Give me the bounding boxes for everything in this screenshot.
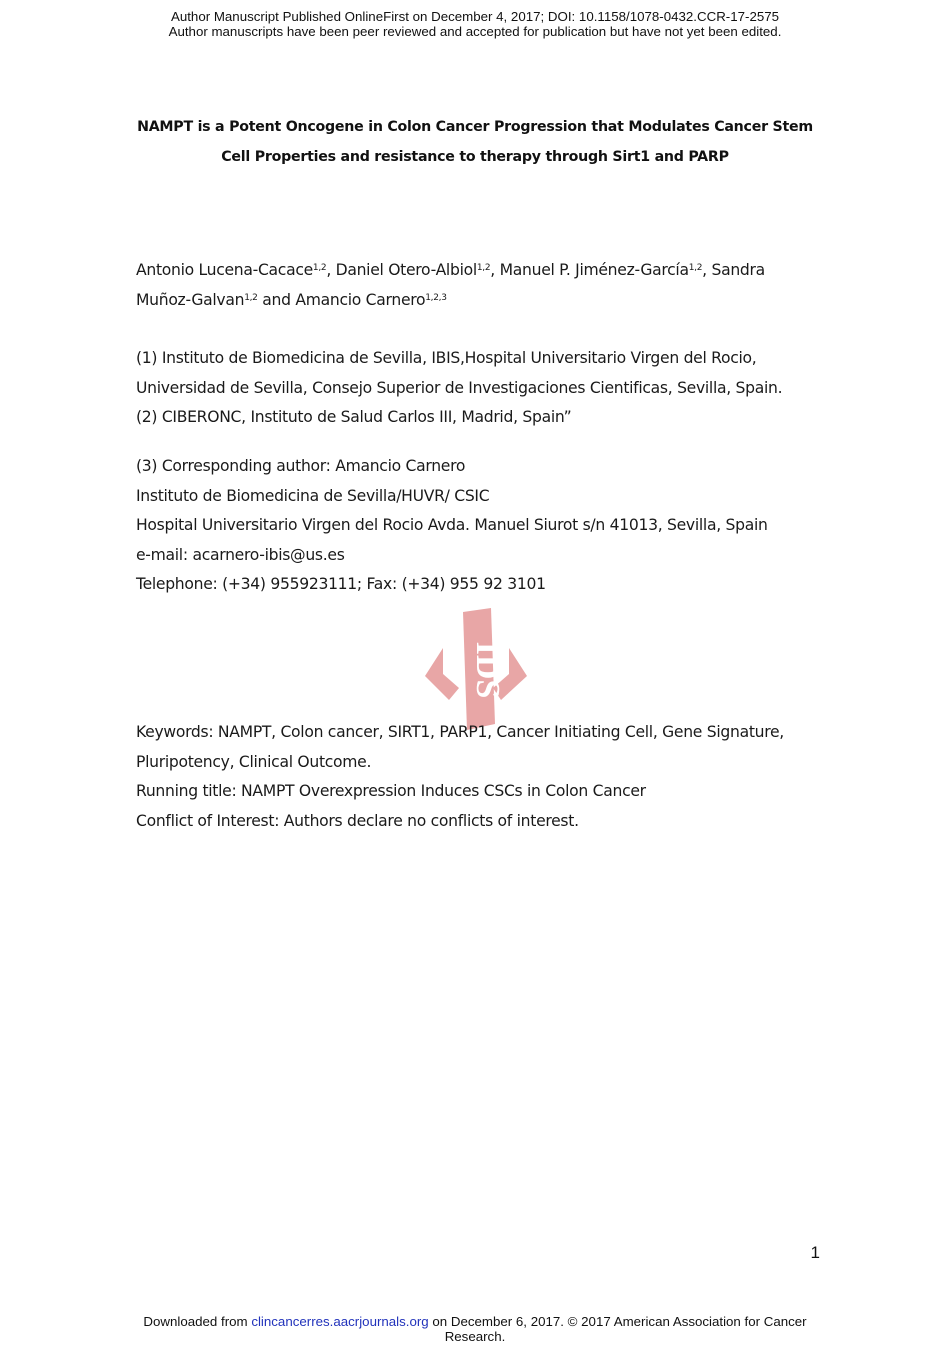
conflict-of-interest: Conflict of Interest: Authors declare no conflicts of interest. [136, 811, 579, 830]
running-title: Running title: NAMPT Overexpression Induces CSCs in Colon Cancer [136, 782, 646, 800]
affiliations [136, 344, 826, 433]
contact-address: Hospital Universitario Virgen del Rocio Avda. Manuel Siurot s/n 41013, Sevilla, Spain [136, 516, 768, 534]
author-affiliation-sup: 1,2 [688, 263, 703, 273]
author-affiliation-sup: 1,2,3 [425, 292, 447, 303]
author-name: Daniel Otero-Albiol [335, 261, 477, 279]
corresponding-author: (3) Corresponding author: Amancio Carnero [136, 457, 466, 475]
watermark-text: IDS [469, 641, 506, 699]
header-line-2: Author manuscripts have been peer reviewed and accepted for publication but have not yet been edited. [168, 24, 782, 39]
author-list [136, 256, 826, 315]
title-line-1: NAMPT is a Potent Oncogene in Colon Cancer Progression that Modulates Cancer Stem [137, 119, 813, 135]
author-name: Muñoz-Galvan [136, 290, 245, 309]
title-line-2: Cell Properties and resistance to therapy through Sirt1 and PARP [221, 148, 729, 165]
keywords-line-1: Keywords: NAMPT, Colon cancer, SIRT1, PARP1, Cancer Initiating Cell, Gene Signature, [136, 723, 784, 741]
author-affiliation-sup: 1,2 [244, 292, 258, 303]
author-separator: , [490, 261, 500, 279]
journal-link[interactable]: clincancerres.aacrjournals.org [251, 1314, 429, 1329]
contact-email: e-mail: acarnero-ibis@us.es [136, 545, 345, 564]
keywords-section [136, 718, 826, 836]
author-line-1 [136, 256, 826, 286]
affiliation-line-3: (2) CIBERONC, Instituto de Salud Carlos III, Madrid, Spain” [136, 408, 572, 426]
author-name: Manuel P. Jiménez-García [499, 261, 689, 279]
author-name: Amancio Carnero [295, 290, 426, 309]
footer-prefix: Downloaded from [143, 1314, 252, 1329]
affiliation-line-1: (1) Instituto de Biomedicina de Sevilla, IBIS,Hospital Universitario Virgen del Rocio, [136, 349, 757, 367]
header-line-1: Author Manuscript Published OnlineFirst on December 4, 2017; DOI: 10.1158/1078-0432.CCR-17-2575 [170, 9, 780, 24]
footer-suffix: on December 6, 2017. © 2017 American Association for Cancer [428, 1314, 807, 1329]
author-affiliation-sup: 1,2 [476, 263, 491, 273]
author-separator: and [257, 290, 296, 309]
footer-line-1 [0, 1314, 950, 1329]
watermark-left-arc [425, 648, 459, 700]
page-number: 1 [810, 1243, 820, 1262]
author-name: Sandra [711, 261, 765, 279]
author-name: Antonio Lucena-Cacace [136, 261, 313, 279]
contact-info [136, 452, 826, 600]
download-footer [0, 1314, 950, 1344]
contact-institute: Instituto de Biomedicina de Sevilla/HUVR/ CSIC [136, 486, 490, 505]
ids-watermark-logo [405, 606, 545, 736]
author-separator: , [326, 261, 336, 279]
manuscript-header [0, 9, 950, 39]
author-separator: , [702, 261, 712, 279]
footer-line-2: Research. [444, 1329, 506, 1344]
author-affiliation-sup: 1,2 [312, 263, 327, 273]
affiliation-line-2: Universidad de Sevilla, Consejo Superior de Investigaciones Cientificas, Sevilla, Spain. [136, 378, 783, 397]
author-line-2 [136, 286, 826, 316]
paper-title [100, 113, 850, 172]
keywords-line-2: Pluripotency, Clinical Outcome. [136, 752, 372, 771]
contact-phone: Telephone: (+34) 955923111; Fax: (+34) 955 92 3101 [136, 575, 546, 593]
